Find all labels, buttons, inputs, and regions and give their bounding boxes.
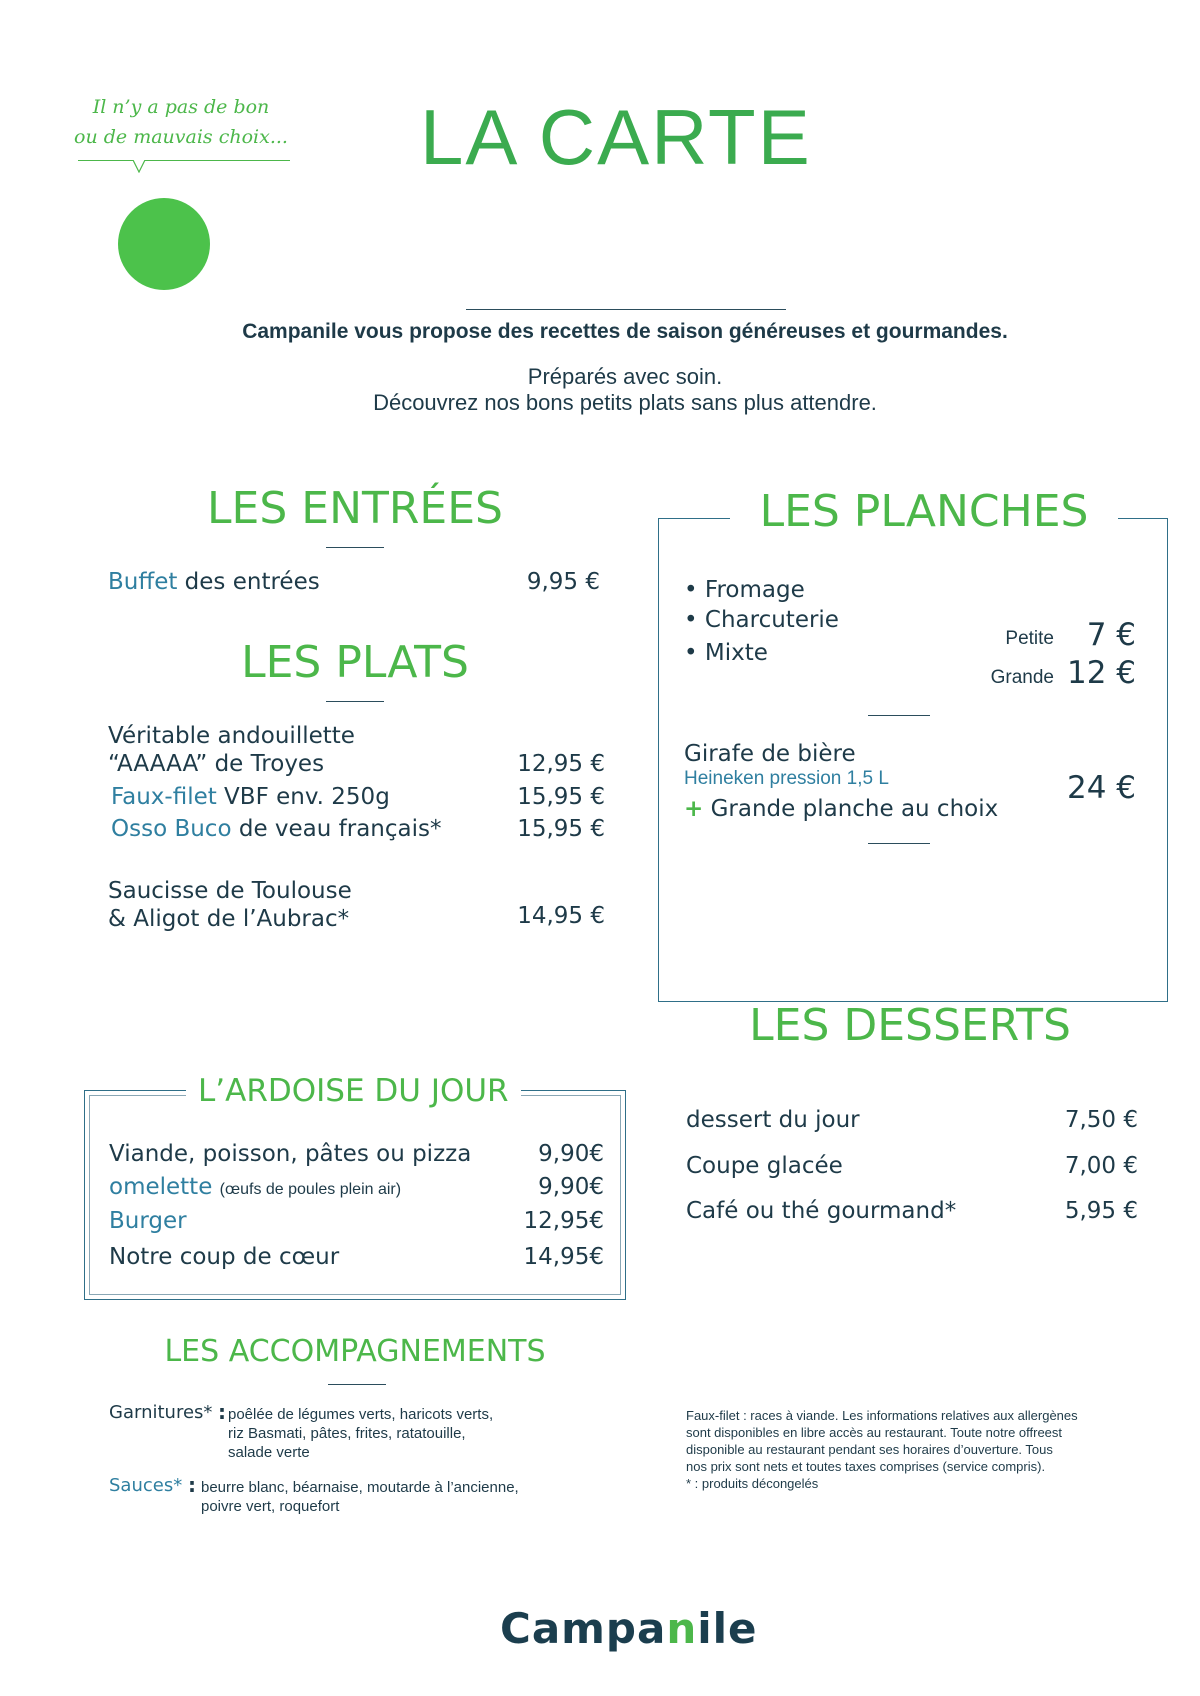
girafe-detail: Heineken pression 1,5 L — [684, 768, 889, 789]
entrees-title: LES ENTRÉES — [207, 483, 503, 534]
plat-price: 14,95 € — [517, 903, 605, 929]
size-price: 12 € — [1066, 655, 1136, 691]
plat-price: 12,95 € — [517, 751, 605, 777]
size-label: Petite — [1005, 628, 1054, 649]
girafe-price: 24 € — [1066, 770, 1136, 806]
desserts-title: LES DESSERTS — [749, 1000, 1071, 1051]
plat-item: Faux-filet VBF env. 250g — [111, 784, 390, 810]
dessert-price: 7,00 € — [1064, 1153, 1138, 1179]
planches-options — [684, 575, 839, 668]
ardoise-price: 12,95€ — [523, 1208, 604, 1234]
green-dot — [118, 198, 210, 290]
garnitures-colon: : — [218, 1400, 226, 1424]
ardoise-item: Viande, poisson, pâtes ou pizza — [109, 1141, 472, 1167]
bubble-text — [70, 92, 292, 152]
sauces-label: Sauces* — [109, 1475, 183, 1496]
planche-option: • Fromage — [684, 577, 805, 603]
sauces-colon: : — [188, 1473, 196, 1497]
size-label: Grande — [990, 667, 1054, 688]
planches-divider — [868, 715, 930, 716]
planches-title: LES PLANCHES — [730, 490, 1118, 534]
bubble-underline — [78, 160, 290, 161]
intro-divider — [466, 309, 786, 310]
planche-option: • Mixte — [684, 640, 768, 666]
plats-divider — [326, 701, 384, 702]
intro-headline: Campanile vous propose des recettes de saison généreuses et gourmandes. — [242, 320, 1008, 343]
plat-item: Véritable andouillette “AAAAA” de Troyes — [108, 723, 355, 777]
ardoise-title: L’ARDOISE DU JOUR — [186, 1076, 521, 1107]
plats-title: LES PLATS — [241, 637, 469, 688]
accompagnements-divider — [328, 1384, 386, 1385]
girafe-extra: + Grande planche au choix — [684, 796, 999, 822]
intro-line-2: Découvrez nos bons petits plats sans plus attendre. — [373, 390, 877, 415]
garnitures-label: Garnitures* — [109, 1402, 213, 1423]
dessert-price: 7,50 € — [1064, 1107, 1138, 1133]
dessert-item: dessert du jour — [686, 1107, 860, 1133]
dessert-item: Café ou thé gourmand* — [686, 1198, 957, 1224]
sauces-list: beurre blanc, béarnaise, moutarde à l’ancienne, poivre vert, roquefort — [201, 1479, 519, 1515]
footnote: Faux-filet : races à viande. Les informations relatives aux allergènes sont disponibles en libre accès au restaurant. Toute notre offreest disponible au restaurant pendant ses horaires d’ouverture. Tous nos prix sont nets et toutes taxes comprises (service compris). * : produits décongelés — [686, 1408, 1078, 1491]
ardoise-price: 9,90€ — [538, 1141, 604, 1167]
entree-price: 9,95 € — [526, 569, 600, 595]
ardoise-price: 14,95€ — [523, 1244, 604, 1270]
planches-divider — [868, 843, 930, 844]
dessert-item: Coupe glacée — [686, 1153, 843, 1179]
planche-option: • Charcuterie — [684, 607, 839, 633]
entrees-divider — [326, 547, 384, 548]
bubble-line-2: ou de mauvais choix... — [74, 126, 288, 148]
campanile-logo: Campanile — [500, 1604, 758, 1653]
plat-price: 15,95 € — [517, 784, 605, 810]
intro-line-1: Préparés avec soin. — [527, 364, 723, 389]
accompagnements-title: LES ACCOMPAGNEMENTS — [164, 1334, 546, 1369]
dessert-price: 5,95 € — [1064, 1198, 1138, 1224]
entree-item: Buffet des entrées — [108, 569, 320, 595]
garnitures-list: poêlée de légumes verts, haricots verts, riz Basmati, pâtes, frites, ratatouille, salade verte — [228, 1406, 494, 1461]
bubble-tail-icon — [133, 160, 146, 173]
bubble-line-1: Il n’y a pas de bon — [92, 96, 270, 118]
plus-icon: + — [684, 796, 704, 822]
page-title: LA CARTE — [420, 93, 812, 181]
girafe-name: Girafe de bière — [684, 741, 856, 767]
plat-item: Osso Buco de veau français* — [111, 816, 442, 842]
ardoise-item: Notre coup de cœur — [109, 1244, 340, 1270]
ardoise-price: 9,90€ — [538, 1174, 604, 1200]
plat-price: 15,95 € — [517, 816, 605, 842]
size-price: 7 € — [1086, 617, 1136, 653]
ardoise-item: Burger — [109, 1208, 187, 1234]
ardoise-item: omelette (œufs de poules plein air) — [109, 1174, 402, 1200]
plat-item: Saucisse de Toulouse & Aligot de l’Aubrac* — [108, 878, 352, 932]
